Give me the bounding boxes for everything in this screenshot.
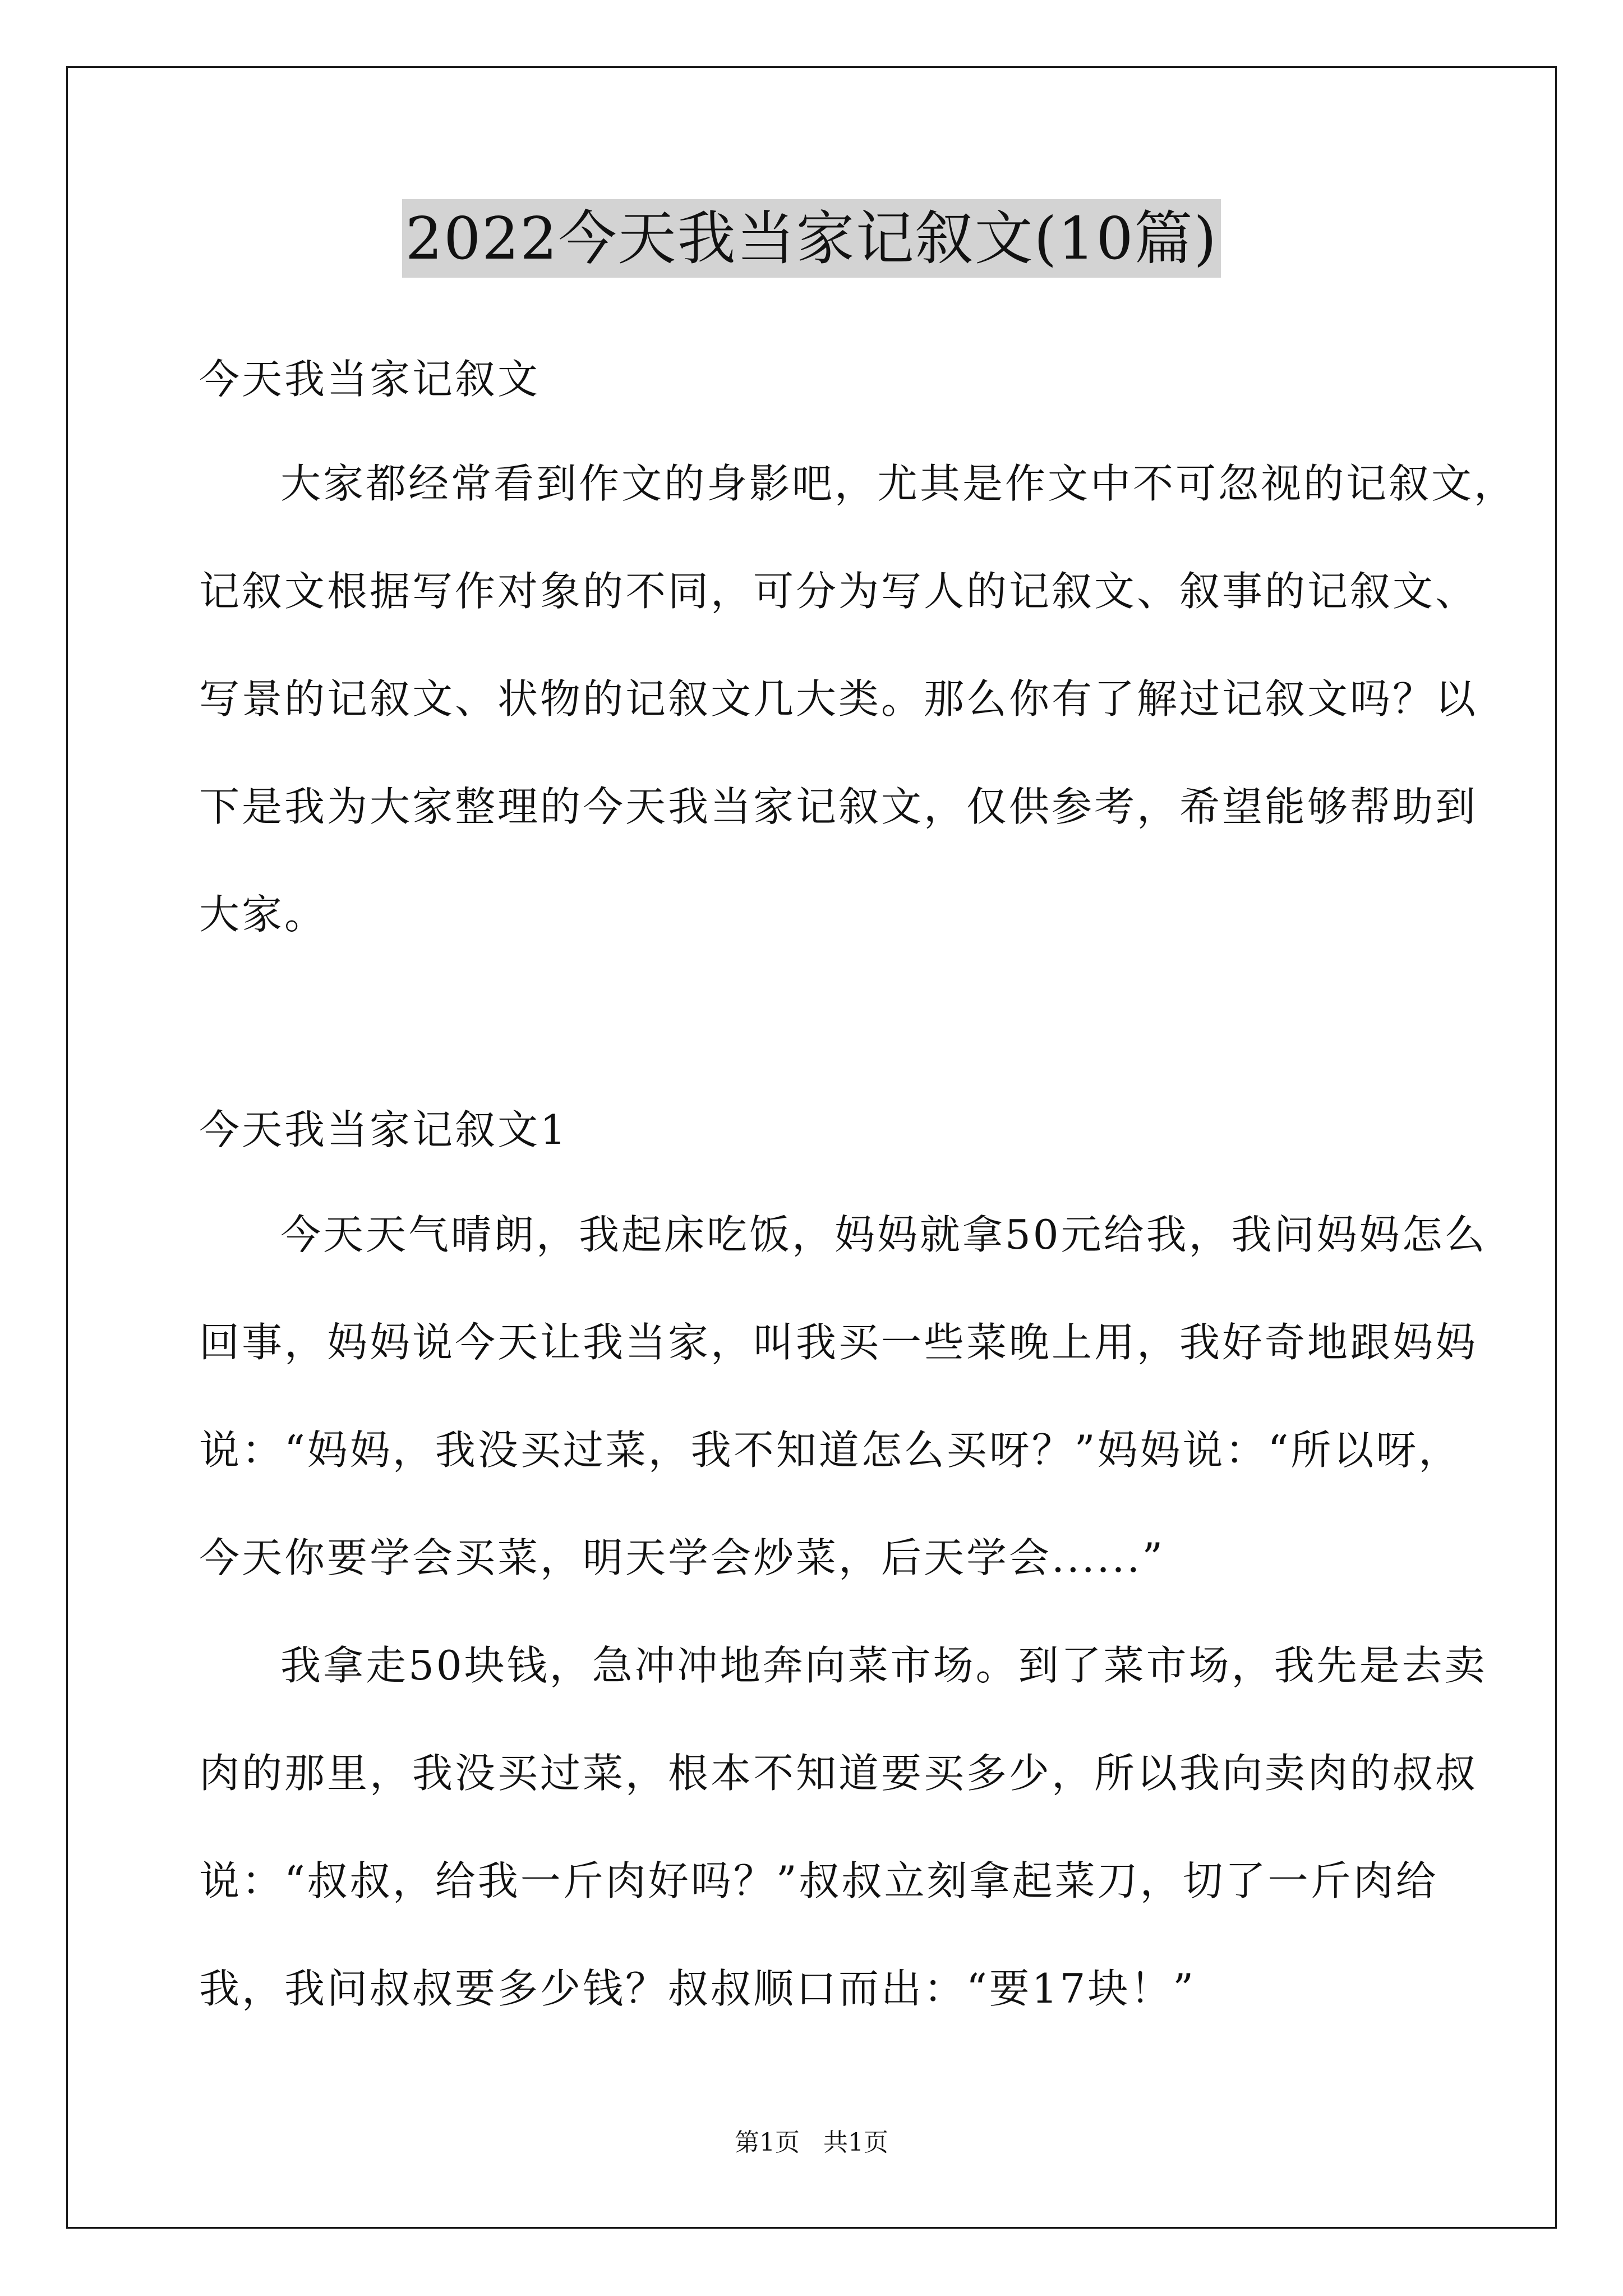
essay1-heading: 今天我当家记叙文1 bbox=[199, 1106, 568, 1153]
intro-line-1: 大家都经常看到作文的身影吧，尤其是作文中不可忽视的记叙文， bbox=[280, 460, 1517, 507]
essay1-para1-line-4: 今天你要学会买菜，明天学会炒菜，后天学会......” bbox=[199, 1534, 1165, 1581]
intro-line-2: 记叙文根据写作对象的不同，可分为写人的记叙文、叙事的记叙文、 bbox=[199, 568, 1478, 615]
essay1-para2-line-4: 我，我问叔叔要多少钱？叔叔顺口而出：“要17块！” bbox=[199, 1965, 1196, 2012]
essay1-para1-line-3: 说：“妈妈，我没买过菜，我不知道怎么买呀？”妈妈说：“所以呀， bbox=[199, 1427, 1461, 1474]
essay1-para1-line-1: 今天天气晴朗，我起床吃饭，妈妈就拿50元给我，我问妈妈怎么 bbox=[280, 1211, 1487, 1258]
essay1-para2-line-1: 我拿走50块钱，急冲冲地奔向菜市场。到了菜市场，我先是去卖 bbox=[280, 1642, 1487, 1689]
intro-line-4: 下是我为大家整理的今天我当家记叙文，仅供参考，希望能够帮助到 bbox=[199, 783, 1478, 830]
page-number-footer: 第1页 共1页 bbox=[735, 2128, 888, 2157]
section-heading: 今天我当家记叙文 bbox=[199, 356, 541, 403]
title-container bbox=[0, 196, 1623, 280]
intro-line-3: 写景的记叙文、状物的记叙文几大类。那么你有了解过记叙文吗？以 bbox=[199, 675, 1478, 723]
essay1-para2-line-3: 说：“叔叔，给我一斤肉好吗？”叔叔立刻拿起菜刀，切了一斤肉给 bbox=[199, 1857, 1438, 1904]
intro-line-5: 大家。 bbox=[199, 891, 328, 938]
essay1-para2-line-2: 肉的那里，我没买过菜，根本不知道要买多少，所以我向卖肉的叔叔 bbox=[199, 1750, 1478, 1797]
essay1-para1-line-2: 回事，妈妈说今天让我当家，叫我买一些菜晚上用，我好奇地跟妈妈 bbox=[199, 1319, 1478, 1366]
document-title: 2022今天我当家记叙文(10篇) bbox=[402, 199, 1221, 278]
